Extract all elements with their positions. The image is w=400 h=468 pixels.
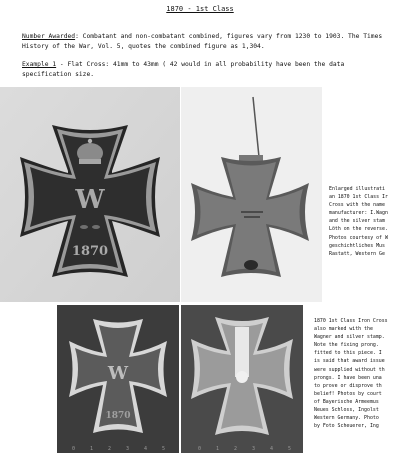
example-text: - Flat Cross: 41mm to 43mm ( 42 would in all probability have been the data specification size. — [22, 61, 345, 78]
dark-cross-initial: W — [107, 363, 129, 384]
caption-line: and the silver stam — [329, 218, 385, 225]
caption-line: Löth on the reverse. — [329, 226, 388, 233]
example-label: Example 1 — [22, 61, 57, 68]
iron-cross-reverse-dark-image — [181, 305, 303, 453]
number-awarded-label: Number Awarded — [22, 33, 76, 40]
cross-front-dark-photo — [57, 305, 179, 453]
ruler-tick: 1 — [90, 446, 94, 452]
ruler-tick: 3 — [126, 446, 130, 452]
cross-reverse-dark-photo — [181, 305, 303, 453]
caption-line: prongs. I have been una — [314, 374, 382, 381]
ruler-tick: 4 — [270, 446, 274, 452]
ruler-tick: 2 — [108, 446, 112, 452]
caption-line: Rastatt, Western Ge — [329, 250, 385, 257]
ruler-tick: 2 — [234, 446, 238, 452]
cross-year: 1870 — [71, 244, 109, 259]
iron-cross-front-dark-image — [57, 305, 179, 453]
number-awarded-text: : Combatant and non-combatant combined, figures vary from 1230 to 1903. The Times History of the War, Vol. 5, quotes the combined figure as 1,304. — [22, 33, 383, 50]
caption-line: were supplied without th — [314, 366, 385, 373]
ruler-tick: 0 — [198, 446, 202, 452]
caption-line: Wagner and silver stamp. — [314, 334, 385, 341]
caption-line: Western Germany. Photo — [314, 415, 379, 422]
example-paragraph — [22, 60, 388, 80]
maker-mark-line — [244, 216, 260, 218]
scale-ruler — [72, 446, 302, 456]
pin-catch — [239, 155, 263, 161]
cross-ring — [244, 260, 258, 270]
cross-front-photo — [0, 87, 180, 302]
caption-line: 1870 1st Class Iron Cross — [314, 318, 388, 324]
ruler-tick: 1 — [216, 446, 220, 452]
iron-cross-reverse-image — [181, 87, 322, 302]
iron-cross-front-image — [0, 87, 180, 302]
caption-line: belief! Photos by court — [314, 390, 382, 397]
caption-enlarged-illustration — [329, 185, 400, 258]
caption-line: Photos courtesy of W — [329, 234, 388, 241]
caption-line: geschichtliches Mus — [329, 242, 385, 249]
dark-cross-year: 1870 — [105, 411, 131, 421]
caption-line: an 1870 1st Class Ir — [329, 194, 388, 201]
cross-reverse-photo — [181, 87, 322, 302]
page-title: 1870 - 1st Class — [166, 5, 234, 13]
caption-fixing-prong — [314, 317, 400, 430]
prong-screw — [236, 371, 248, 383]
caption-line: manufacturer: I.Wagn — [329, 210, 388, 217]
maker-mark — [241, 211, 263, 213]
caption-line: is said that award issue — [314, 358, 385, 365]
ruler-tick: 5 — [162, 446, 166, 452]
caption-line: of Bayerische Armeemus — [314, 398, 379, 405]
caption-line: also marked with the — [314, 326, 373, 333]
ruler-tick: 5 — [288, 446, 292, 452]
ruler-tick: 3 — [252, 446, 256, 452]
ruler-tick: 4 — [144, 446, 148, 452]
ruler-tick: 0 — [72, 446, 76, 452]
cross-initial: W — [75, 185, 105, 215]
caption-line: Enlarged illustrati — [329, 186, 385, 192]
number-awarded-paragraph — [22, 32, 388, 52]
caption-line: by Foto Scheuerer, Ing — [314, 423, 379, 430]
caption-line: to prove or disprove th — [314, 382, 382, 389]
caption-line: fitted to this piece. I — [314, 350, 382, 357]
caption-line: Neues Schloss, Ingolst — [314, 407, 379, 414]
caption-line: Cross with the name — [329, 202, 385, 209]
caption-line: Note the fixing prong. — [314, 342, 379, 349]
fixing-prong — [235, 327, 249, 377]
